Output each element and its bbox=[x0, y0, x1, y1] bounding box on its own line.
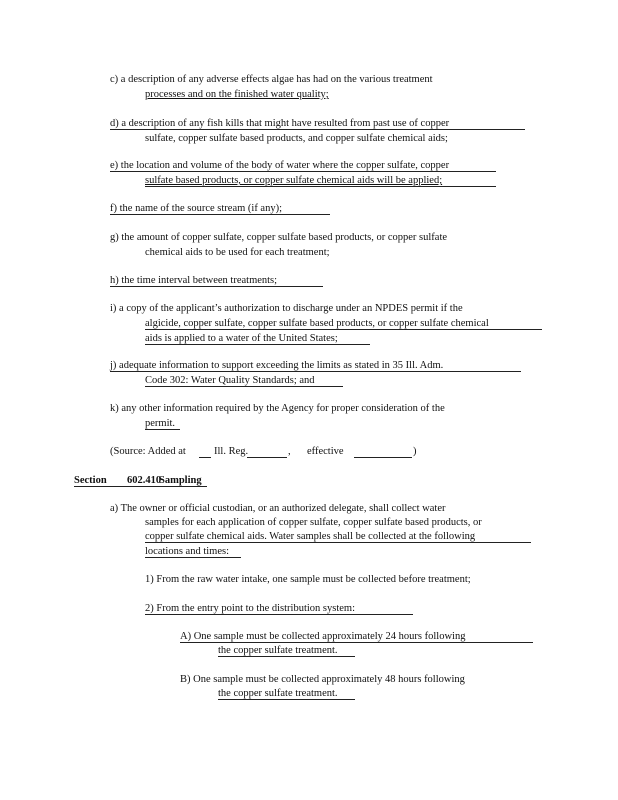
subB-line1: B) One sample must be collected approximately 48 hours following bbox=[180, 674, 465, 685]
underline-j2 bbox=[145, 386, 343, 387]
underline-sub2 bbox=[145, 614, 413, 615]
underline-i3 bbox=[145, 344, 370, 345]
item-k-line2: permit. bbox=[145, 418, 176, 429]
item-c-line1: c) a description of any adverse effects algae has had on the various treatment bbox=[110, 74, 433, 85]
item-i-line3: aids is applied to a water of the United States; bbox=[145, 333, 338, 344]
section-label: Section bbox=[74, 475, 107, 486]
item-c-line2: processes and on the finished water quality; bbox=[145, 89, 329, 100]
item-i-line1: i) a copy of the applicant’s authorization to discharge under an NPDES permit if the bbox=[110, 303, 463, 314]
item-f-line1: f) the name of the source stream (if any); bbox=[110, 203, 283, 214]
source-effective: effective bbox=[307, 446, 344, 457]
item-g-line2: chemical aids to be used for each treatment; bbox=[145, 247, 330, 258]
item-j-line2: Code 302: Water Quality Standards; and bbox=[145, 375, 315, 386]
item-k-line1: k) any other information required by the Agency for proper consideration of the bbox=[110, 403, 445, 414]
underline-k2 bbox=[145, 429, 180, 430]
underline-a4 bbox=[145, 557, 241, 558]
a-line2: samples for each application of copper sulfate, copper sulfate based products, or bbox=[145, 517, 482, 528]
source-blank-2 bbox=[247, 457, 287, 458]
item-d-line1: d) a description of any fish kills that might have resulted from past use of copper bbox=[110, 118, 450, 129]
underline-subB2 bbox=[218, 699, 355, 700]
section-number: 602.410 bbox=[127, 475, 162, 486]
underline-f1 bbox=[110, 214, 330, 215]
source-reg: Ill. Reg. bbox=[214, 446, 249, 457]
item-e-line2: sulfate based products, or copper sulfate chemical aids will be applied; bbox=[145, 175, 443, 186]
item-e-line1: e) the location and volume of the body of water where the copper sulfate, copper bbox=[110, 160, 450, 171]
underline-j1 bbox=[110, 371, 521, 372]
underline-a3 bbox=[145, 542, 531, 543]
item-j-line1: j) adequate information to support exceeding the limits as stated in 35 Ill. Adm. bbox=[110, 360, 444, 371]
underline-d1 bbox=[110, 129, 525, 130]
sub1-line: 1) From the raw water intake, one sample must be collected before treatment; bbox=[145, 574, 471, 585]
subA-line1: A) One sample must be collected approximately 24 hours following bbox=[180, 631, 466, 642]
source-comma: , bbox=[288, 446, 291, 457]
underline-i2 bbox=[145, 329, 542, 330]
underline-e2 bbox=[145, 186, 496, 187]
item-h-line1: h) the time interval between treatments; bbox=[110, 275, 278, 286]
section-underline bbox=[74, 486, 207, 487]
item-d-line2: sulfate, copper sulfate based products, and copper sulfate chemical aids; bbox=[145, 133, 448, 144]
underline-h1 bbox=[110, 286, 323, 287]
a-line4: locations and times: bbox=[145, 546, 229, 557]
underline-subA2 bbox=[218, 656, 355, 657]
subA-line2: the copper sulfate treatment. bbox=[218, 645, 338, 656]
a-line3: copper sulfate chemical aids. Water samples shall be collected at the following bbox=[145, 531, 476, 542]
source-blank-1 bbox=[199, 457, 211, 458]
sub2-line: 2) From the entry point to the distribution system: bbox=[145, 603, 355, 614]
underline-subA1 bbox=[180, 642, 533, 643]
source-close: ) bbox=[413, 446, 417, 457]
item-g-line1: g) the amount of copper sulfate, copper sulfate based products, or copper sulfate bbox=[110, 232, 448, 243]
item-i-line2: algicide, copper sulfate, copper sulfate based products, or copper sulfate chemical bbox=[145, 318, 489, 329]
subB-line2: the copper sulfate treatment. bbox=[218, 688, 338, 699]
source-label: (Source: Added at bbox=[110, 446, 186, 457]
a-line1: a) The owner or official custodian, or an authorized delegate, shall collect water bbox=[110, 503, 446, 514]
section-title: Sampling bbox=[159, 475, 202, 486]
underline-e1 bbox=[110, 171, 496, 172]
source-blank-3 bbox=[354, 457, 412, 458]
